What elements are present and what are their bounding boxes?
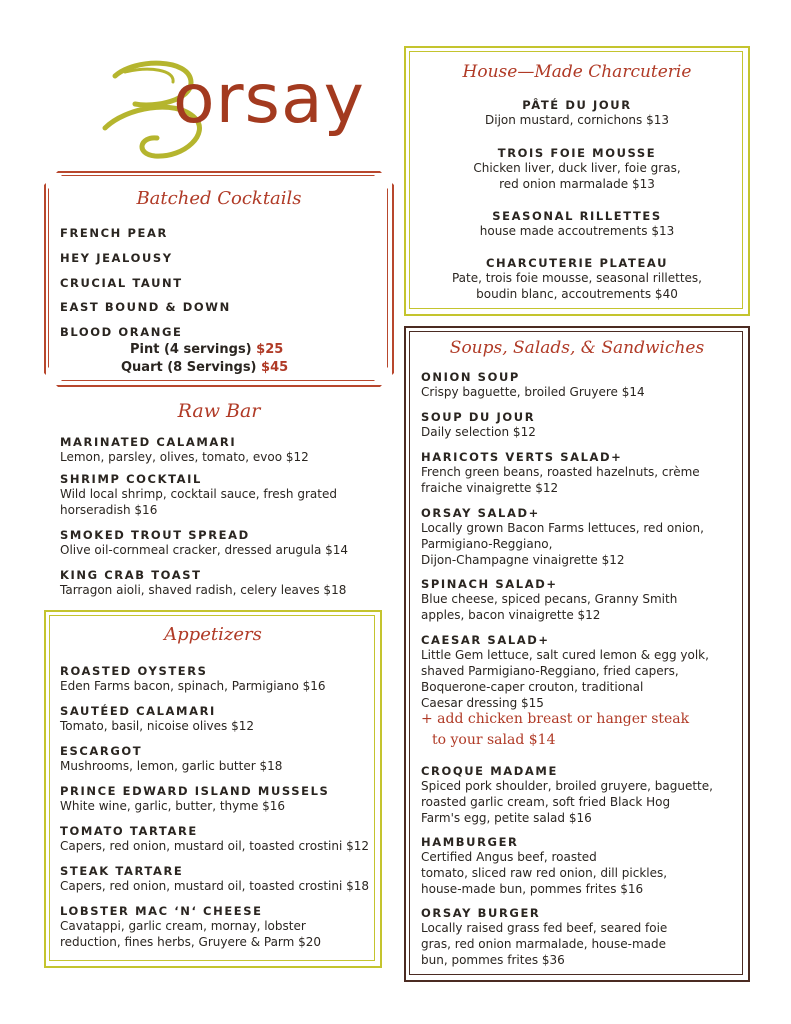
addon-line-2: to your salad $14 <box>432 732 556 748</box>
cocktails-title: Batched Cocktails <box>136 188 302 209</box>
item-desc: reduction, fines herbs, Gruyere & Parm $20 <box>60 935 322 949</box>
item-desc: Spiced pork shoulder, broiled gruyere, baguette, <box>421 779 713 793</box>
quart-label: Quart (8 Servings) <box>121 360 257 375</box>
cocktail-item: HEY JEALOUSY <box>60 251 173 265</box>
raw-bar-item <box>60 568 346 598</box>
item-desc: Tarragon aioli, shaved radish, celery leaves $18 <box>60 583 347 597</box>
item-name: LOBSTER MAC ‘N‘ CHEESE <box>60 904 263 918</box>
item-name: ROASTED OYSTERS <box>60 664 208 678</box>
cocktail-item: FRENCH PEAR <box>60 226 168 240</box>
item-name: CAESAR SALAD+ <box>421 633 550 647</box>
raw-bar-title: Raw Bar <box>177 400 261 422</box>
item-desc: house made accoutrements $13 <box>479 224 675 238</box>
appetizer-item <box>60 784 329 814</box>
item-name: TOMATO TARTARE <box>60 824 198 838</box>
soups-item <box>421 370 645 400</box>
appetizer-item <box>60 704 254 734</box>
item-name: TROIS FOIE MOUSSE <box>497 146 657 160</box>
item-desc: Certified Angus beef, roasted <box>421 850 597 864</box>
raw-bar-item <box>60 472 337 518</box>
item-name: PÂTÉ DU JOUR <box>522 98 632 112</box>
item-desc: Crispy baguette, broiled Gruyere $14 <box>421 385 645 399</box>
item-name: SAUTÉED CALAMARI <box>60 704 216 718</box>
item-desc: Caesar dressing $15 <box>421 696 544 710</box>
item-desc: Daily selection $12 <box>421 425 536 439</box>
cocktail-item: CRUCIAL TAUNT <box>60 276 183 290</box>
soups-item <box>421 450 700 496</box>
item-name: CROQUE MADAME <box>421 764 558 778</box>
soups-item <box>421 906 667 968</box>
item-desc: bun, pommes frites $36 <box>421 953 565 967</box>
cocktail-item: EAST BOUND & DOWN <box>60 300 231 314</box>
item-desc: Boquerone-caper crouton, traditional <box>421 680 644 694</box>
charcuterie-item <box>404 146 750 192</box>
raw-bar-item <box>60 435 309 465</box>
item-name: CHARCUTERIE PLATEAU <box>485 256 669 270</box>
item-desc: Cavatappi, garlic cream, mornay, lobster <box>60 919 306 933</box>
pint-label: Pint (4 servings) <box>130 342 252 357</box>
item-name: ESCARGOT <box>60 744 143 758</box>
item-desc: Little Gem lettuce, salt cured lemon & egg yolk, <box>421 648 709 662</box>
soups-item <box>421 764 713 826</box>
item-desc: White wine, garlic, butter, thyme $16 <box>60 799 286 813</box>
item-desc: Locally grown Bacon Farms lettuces, red onion, <box>421 521 704 535</box>
item-name: SOUP DU JOUR <box>421 410 536 424</box>
soups-item <box>421 577 677 623</box>
item-desc: shaved Parmigiano-Reggiano, fried capers, <box>421 664 679 678</box>
soups-item <box>421 835 667 897</box>
charcuterie-item <box>404 209 750 239</box>
item-desc: Eden Farms bacon, spinach, Parmigiano $16 <box>60 679 326 693</box>
soups-title: Soups, Salads, & Sandwiches <box>449 338 705 358</box>
cocktail-item: BLOOD ORANGE <box>60 325 183 339</box>
item-desc: fraiche vinaigrette $12 <box>421 481 559 495</box>
item-name: ONION SOUP <box>421 370 520 384</box>
item-desc: Capers, red onion, mustard oil, toasted crostini $12 <box>60 839 370 853</box>
appetizer-item <box>60 664 326 694</box>
item-desc: Blue cheese, spiced pecans, Granny Smith <box>421 592 678 606</box>
item-desc: house-made bun, pommes frites $16 <box>421 882 644 896</box>
item-desc: apples, bacon vinaigrette $12 <box>421 608 601 622</box>
item-name: KING CRAB TOAST <box>60 568 202 582</box>
item-desc: roasted garlic cream, soft fried Black Hog <box>421 795 671 809</box>
quart-line <box>121 360 288 375</box>
item-desc: Tomato, basil, nicoise olives $12 <box>60 719 254 733</box>
item-name: SEASONAL RILLETTES <box>492 209 662 223</box>
item-desc: gras, red onion marmalade, house-made <box>421 937 666 951</box>
item-desc: Parmigiano-Reggiano, <box>421 537 553 551</box>
item-name: ORSAY SALAD+ <box>421 506 540 520</box>
item-desc: Farm's egg, petite salad $16 <box>421 811 592 825</box>
charcuterie-item <box>404 256 750 302</box>
item-desc: Locally raised grass fed beef, seared foie <box>421 921 668 935</box>
addon-line-1: + add chicken breast or hanger steak <box>421 711 690 727</box>
raw-bar-item <box>60 528 348 558</box>
item-desc: Pate, trois foie mousse, seasonal rillettes, <box>451 271 702 285</box>
item-desc: Wild local shrimp, cocktail sauce, fresh grated <box>60 487 337 501</box>
item-name: ORSAY BURGER <box>421 906 541 920</box>
item-name: STEAK TARTARE <box>60 864 184 878</box>
item-desc: Dijon mustard, cornichons $13 <box>485 113 669 127</box>
item-desc: Olive oil-cornmeal cracker, dressed arugula $14 <box>60 543 349 557</box>
appetizer-item <box>60 904 321 950</box>
appetizer-item <box>60 744 282 774</box>
item-name: PRINCE EDWARD ISLAND MUSSELS <box>60 784 330 798</box>
item-name: MARINATED CALAMARI <box>60 435 237 449</box>
charcuterie-item <box>404 98 750 128</box>
item-desc: Dijon-Champagne vinaigrette $12 <box>421 553 625 567</box>
item-desc: French green beans, roasted hazelnuts, crème <box>421 465 700 479</box>
item-name: SPINACH SALAD+ <box>421 577 558 591</box>
soups-item <box>421 506 704 568</box>
appetizers-title: Appetizers <box>164 624 262 645</box>
item-desc: red onion marmalade $13 <box>499 177 655 191</box>
logo <box>95 48 385 168</box>
pint-price: $25 <box>256 342 284 357</box>
item-desc: Capers, red onion, mustard oil, toasted crostini $18 <box>60 879 370 893</box>
item-desc: boudin blanc, accoutrements $40 <box>476 287 678 301</box>
item-desc: Mushrooms, lemon, garlic butter $18 <box>60 759 283 773</box>
item-name: SMOKED TROUT SPREAD <box>60 528 250 542</box>
item-desc: tomato, sliced raw red onion, dill pickles, <box>421 866 668 880</box>
item-name: HAMBURGER <box>421 835 519 849</box>
item-desc: Lemon, parsley, olives, tomato, evoo $12 <box>60 450 309 464</box>
appetizer-item <box>60 824 369 854</box>
charcuterie-title: House—Made Charcuterie <box>462 62 692 82</box>
logo-wordmark: orsay <box>173 60 365 139</box>
soups-item <box>421 410 536 440</box>
soups-item <box>421 633 709 711</box>
appetizer-item <box>60 864 369 894</box>
pint-line <box>130 342 283 357</box>
item-name: HARICOTS VERTS SALAD+ <box>421 450 623 464</box>
quart-price: $45 <box>261 360 289 375</box>
item-name: SHRIMP COCKTAIL <box>60 472 202 486</box>
item-desc: horseradish $16 <box>60 503 158 517</box>
item-desc: Chicken liver, duck liver, foie gras, <box>473 161 681 175</box>
